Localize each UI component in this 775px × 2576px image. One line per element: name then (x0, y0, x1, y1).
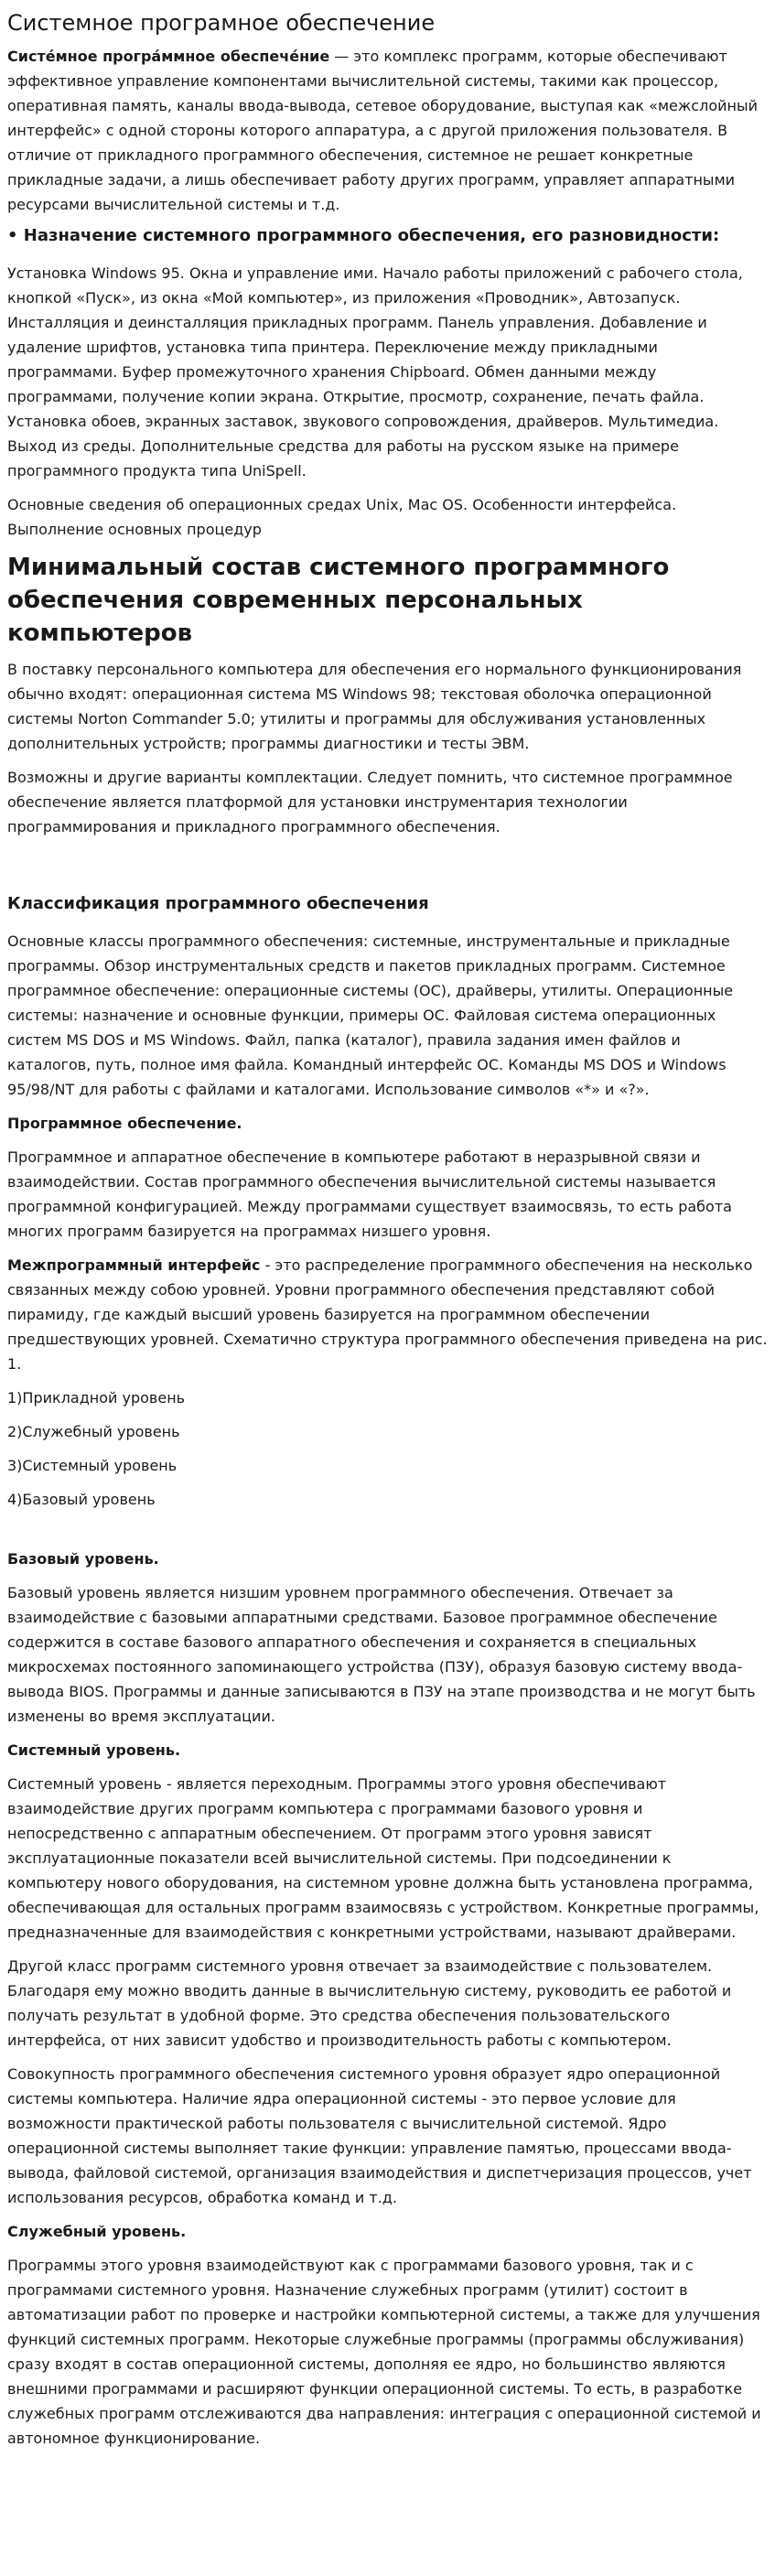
level-item: 1)Прикладной уровень (7, 1389, 186, 1407)
purpose-heading: • Назначение системного программного обеспечения, его разновидности: (7, 226, 720, 245)
service-level-heading: Служебный уровень. (7, 2223, 187, 2240)
interface-paragraph (7, 1253, 768, 1376)
software-heading: Программное обеспечение. (7, 1115, 242, 1132)
system-level-paragraph-3: Совокупность программного обеспечения системного уровня образует ядро операционной системы компьютера. Наличие ядра операционной системы - это первое условие для возможности практической работы пользователя с вычислительной системой. Ядро операционной системы выполняет такие функции: управление памятью, процессами ввода-вывода, файловой системой, организация взаимодействия и диспетчеризация процессов, учет использования ресурсов, обработка команд и т.д. (7, 2065, 752, 2206)
level-item: 3)Системный уровень (7, 1457, 178, 1474)
intro-paragraph (7, 44, 768, 217)
classification-paragraph: Основные классы программного обеспечения: системные, инструментальные и прикладные программы. Обзор инструментальных средств и пакетов прикладных программ. Системное программное обеспечение: операционные системы (ОС), драйверы, утилиты. Операционные системы: назначение и основные функции, примеры ОС. Файловая система операционных систем MS DOS и MS Windows. Файл, папка (каталог), правила задания имен файлов и каталогов, путь, полное имя файла. Командный интерфейс ОС. Команды MS DOS и Windows 95/98/NT для работы с файлами и каталогами. Использование символов «*» и «?». (7, 932, 734, 1098)
intro-term: Систе́мное програ́ммное обеспече́ние (7, 48, 330, 65)
software-paragraph: Программное и аппаратное обеспечение в компьютере работают в неразрывной связи и взаимодействии. Состав программного обеспечения вычислительной системы называется программной конфигурацией. Между программами существует взаимосвязь, то есть работа многих программ базируется на программах низшего уровня. (7, 1148, 732, 1240)
system-level-paragraph: Системный уровень - является переходным. Программы этого уровня обеспечивают взаимодействие других программ компьютера с программами базового уровня и непосредственно с аппаратным обеспечением. От программ этого уровня зависят эксплуатационные показатели всей вычислительной системы. При подсоединении к компьютеру нового оборудования, на системном уровне должна быть установлена программа, обеспечивающая для остальных программ взаимосвязь с устройством. Конкретные программы, предназначенные для взаимодействия с конкретными устройствами, называют драйверами. (7, 1775, 759, 1941)
system-level-heading: Системный уровень. (7, 1741, 181, 1759)
interface-text: - это распределение программного обеспечения на несколько связанных между собою уровней. Уровни программного обеспечения представляют собой пирамиду, где каждый высший уровень базируется на программном обеспечении предшествующих уровней. Схематично структура программного обеспечения приведена на рис. 1. (7, 1256, 768, 1373)
purpose-paragraph-2: Основные сведения об операционных средах Unix, Mac OS. Особенности интерфейса. Выполнение основных процедур (7, 496, 677, 538)
base-level-heading: Базовый уровень. (7, 1550, 159, 1568)
classification-heading: Классификация программного обеспечения (7, 894, 429, 913)
base-level-paragraph: Базовый уровень является низшим уровнем программного обеспечения. Отвечает за взаимодействие с базовыми аппаратными средствами. Базовое программное обеспечение содержится в составе базового аппаратного обеспечения и сохраняется в специальных микросхемах постоянного запоминающего устройства (ПЗУ), образуя базовую систему ввода-вывода BIOS. Программы и данные записываются в ПЗУ на этапе производства и не могут быть изменены во время эксплуатации. (7, 1584, 756, 1725)
level-item: 4)Базовый уровень (7, 1491, 156, 1508)
interface-term: Межпрограммный интерфейс (7, 1256, 261, 1274)
service-level-paragraph: Программы этого уровня взаимодействуют как с программами базового уровня, так и с программами системного уровня. Назначение служебных программ (утилит) состоит в автоматизации работ по проверке и настройки компьютерной системы, а также для улучшения функций системных программ. Некоторые служебные программы (программы обслуживания) сразу входят в состав операционной системы, дополняя ее ядро, но большинство являются внешними программами и расширяют функции операционной системы. То есть, в разработке служебных программ отслеживаются два направления: интеграция с операционной системой и автономное функционирование. (7, 2257, 761, 2447)
minimal-paragraph: В поставку персонального компьютера для обеспечения его нормального функционирования обычно входят: операционная система MS Windows 98; текстовая оболочка операционной системы Norton Commander 5.0; утилиты и программы для обслуживания установленных дополнительных устройств; программы диагностики и тесты ЭВМ. (7, 661, 742, 752)
page-title: Системное програмное обеспечение (7, 10, 436, 36)
minimal-heading: Минимальный состав системного программного обеспечения современных персональных компьютеров (7, 554, 670, 647)
level-item: 2)Служебный уровень (7, 1423, 180, 1440)
purpose-paragraph: Установка Windows 95. Окна и управление ими. Начало работы приложений с рабочего стола, кнопкой «Пуск», из окна «Мой компьютер», из приложения «Проводник», Автозапуск. Инсталляция и деинсталляция прикладных программ. Панель управления. Добавление и удаление шрифтов, установка типа принтера. Переключение между прикладными программами. Буфер промежуточного хранения Chipboard. Обмен данными между программами, получение копии экрана. Открытие, просмотр, сохранение, печать файла. Установка обоев, экранных заставок, звукового сопровождения, драйверов. Мультимедиа. Выход из среды. Дополнительные средства для работы на русском языке на примере программного продукта типа UniSpell. (7, 264, 743, 480)
level-list (7, 1385, 768, 1512)
system-level-paragraph-2: Другой класс программ системного уровня отвечает за взаимодействие с пользователем. Благодаря ему можно вводить данные в вычислительную систему, руководить ее работой и получать результат в удобной форме. Это средства обеспечения пользовательского интерфейса, от них зависит удобство и производительность работы с компьютером. (7, 1957, 732, 2049)
intro-text: — это комплекс программ, которые обеспечивают эффективное управление компонентами вычислительной системы, такими как процессор, оперативная память, каналы ввода-вывода, сетевое оборудование, выступая как «межслойный интерфейс» с одной стороны которого аппаратура, а с другой приложения пользователя. В отличие от прикладного программного обеспечения, системное не решает конкретные прикладные задачи, а лишь обеспечивает работу других программ, управляет аппаратными ресурсами вычислительной системы и т.д. (7, 48, 758, 213)
minimal-paragraph-2: Возможны и другие варианты комплектации. Следует помнить, что системное программное обеспечение является платформой для установки инструментария технологии программирования и прикладного программного обеспечения. (7, 769, 733, 835)
